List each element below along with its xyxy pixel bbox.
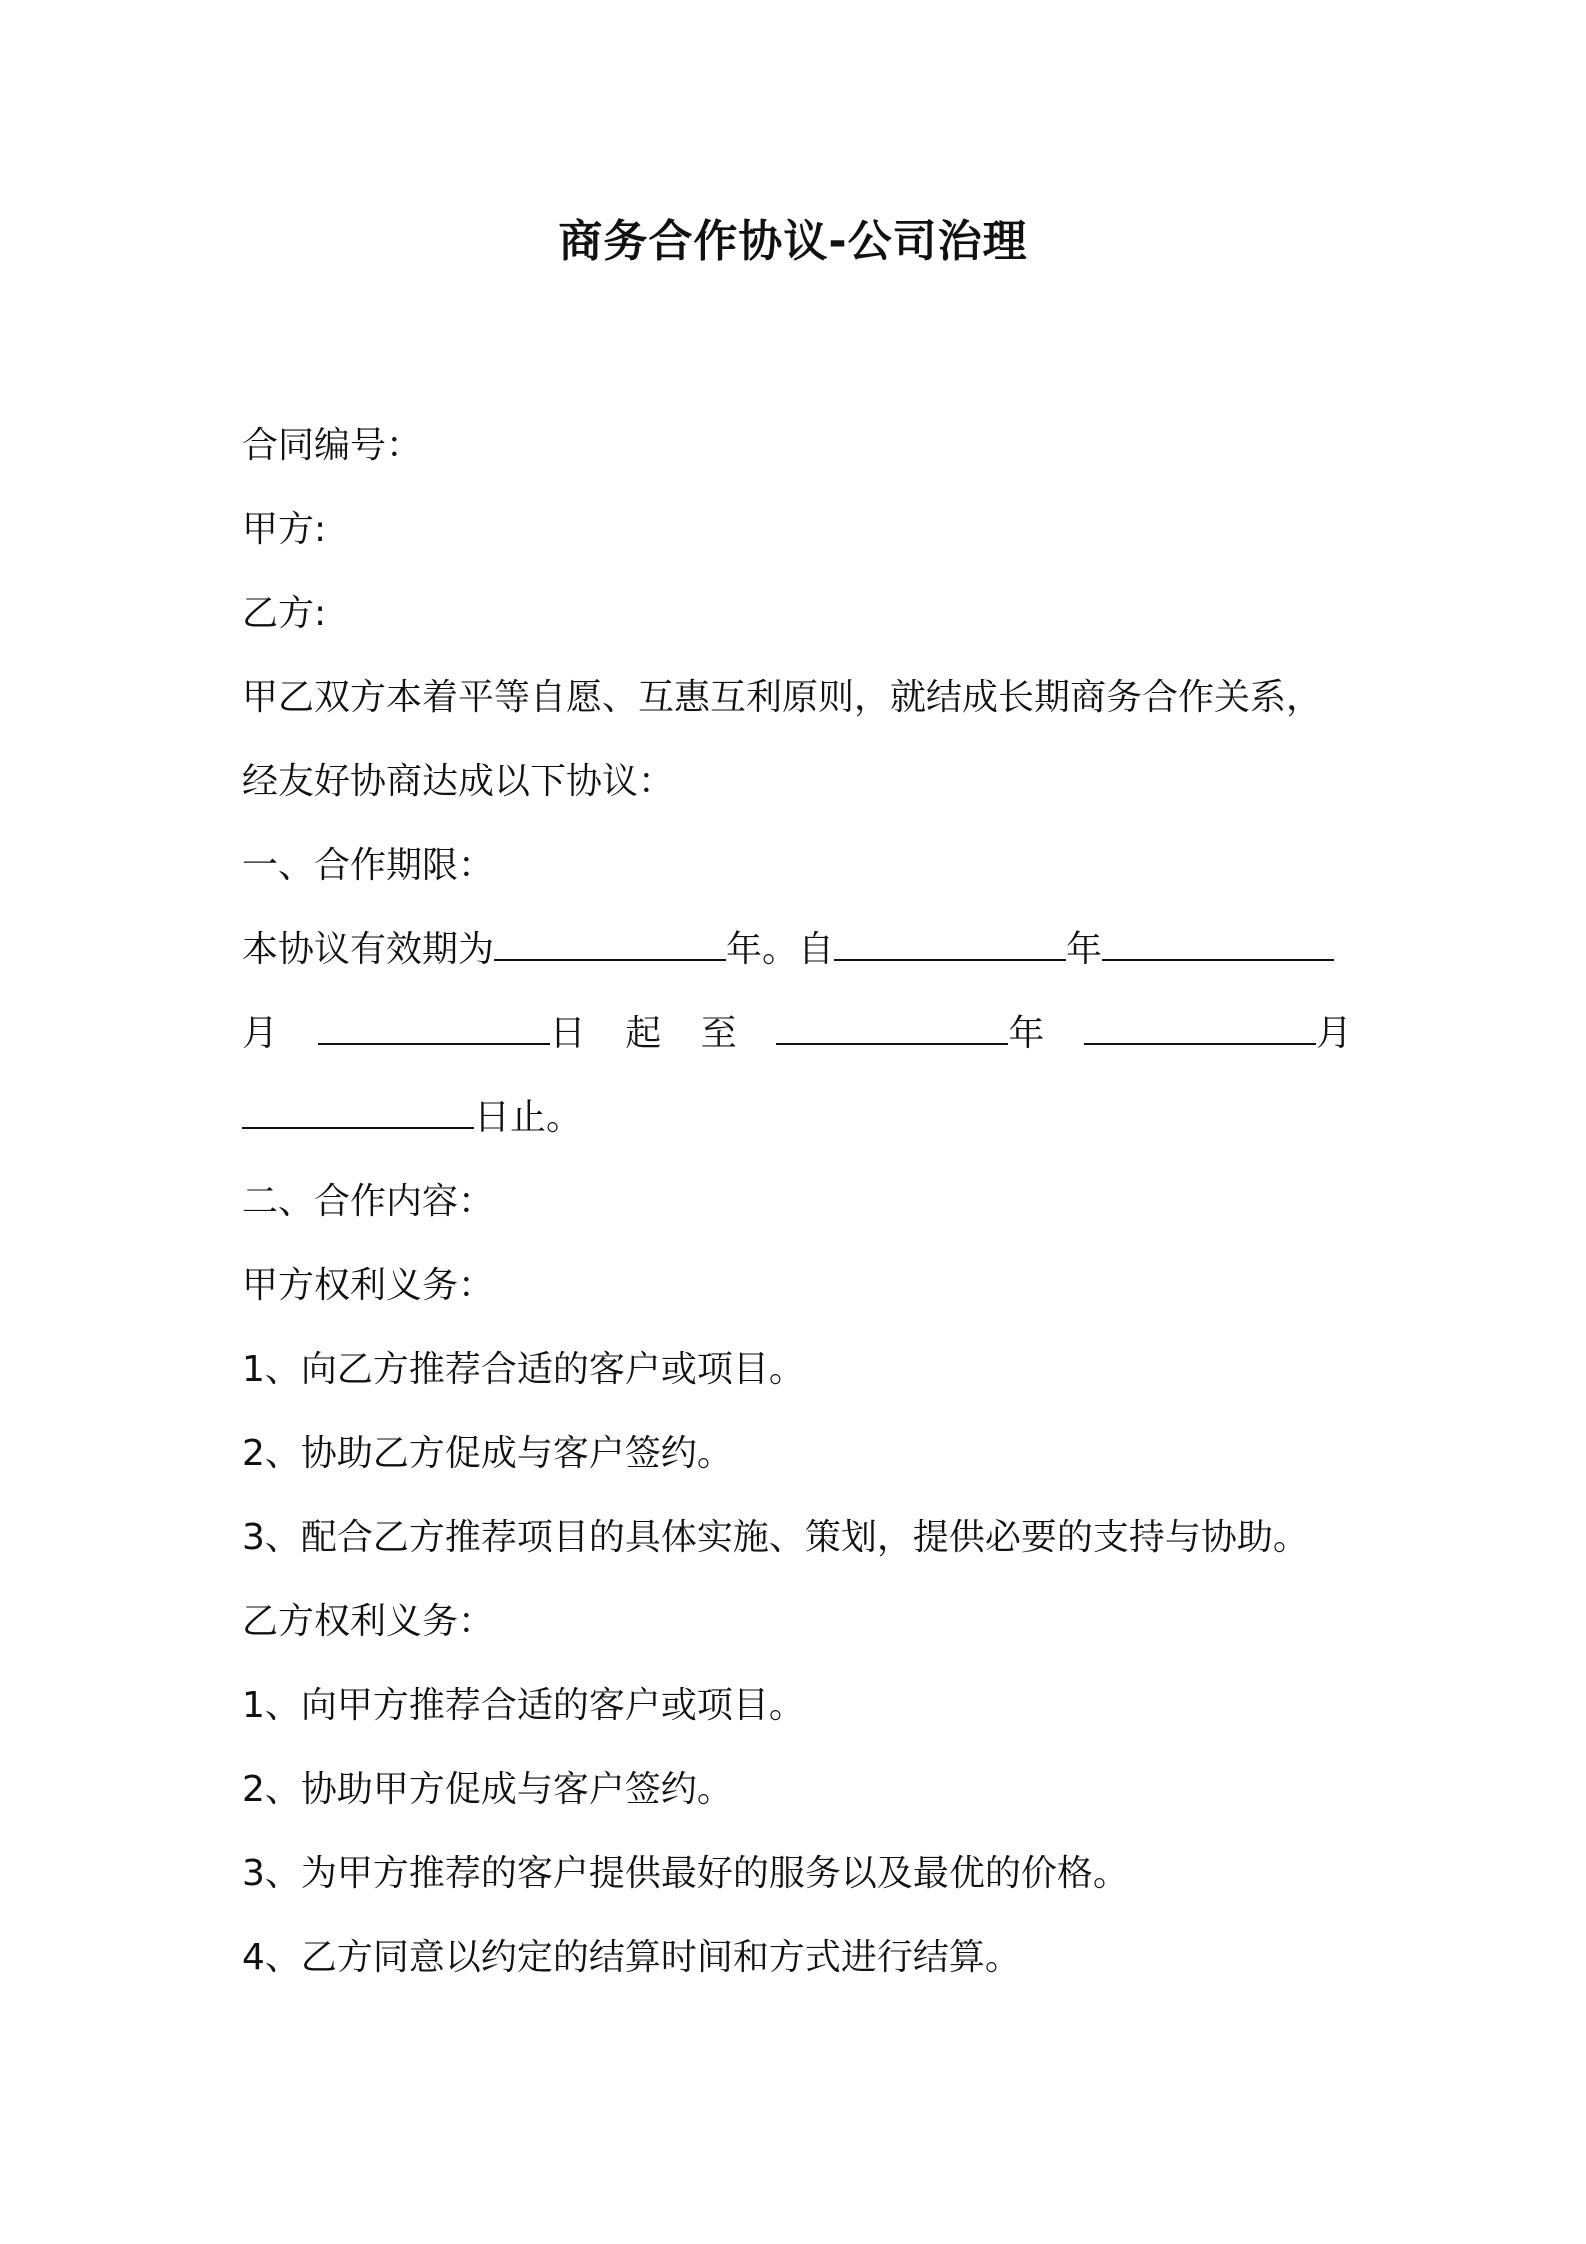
- party-b-duties-heading: 乙方权利义务：: [242, 1601, 495, 1642]
- party-b-duty-1: 1、向甲方推荐合适的客户或项目。: [242, 1685, 805, 1726]
- blank-start-day: [318, 1013, 550, 1045]
- document-title: 商务合作协议-公司治理: [558, 216, 1028, 267]
- party-a-duty-3: 3、配合乙方推荐项目的具体实施、策划，提供必要的支持与协助。: [242, 1517, 1309, 1558]
- party-a-label: 甲方:: [242, 509, 327, 550]
- term-start-day-group: [318, 992, 586, 1076]
- term-day-char: 日: [549, 1013, 586, 1054]
- party-a-duty-1: 1、向乙方推荐合适的客户或项目。: [242, 1349, 805, 1390]
- term-qi: 起: [625, 1013, 662, 1054]
- document-body: [242, 404, 1352, 2000]
- term-end-year-group: [776, 992, 1044, 1076]
- blank-end-month: [1084, 1013, 1316, 1045]
- term-end: 日止。: [474, 1097, 583, 1138]
- term-line-2: [242, 992, 1352, 1076]
- party-b-duty-4: 4、乙方同意以约定的结算时间和方式进行结算。: [242, 1937, 1021, 1978]
- party-a-duty-2: 2、协助乙方促成与客户签约。: [242, 1433, 733, 1474]
- term-end-month-group: [1084, 992, 1352, 1076]
- term-end-year-char: 年: [1008, 1013, 1045, 1054]
- term-year-unit: 年。自: [726, 929, 835, 970]
- blank-end-year: [776, 1013, 1008, 1045]
- blank-start-year: [834, 929, 1066, 961]
- intro-line-2: 经友好协商达成以下协议：: [242, 761, 675, 802]
- blank-end-day: [242, 1097, 474, 1129]
- intro-line-1: 甲乙双方本着平等自愿、互惠互利原则，就结成长期商务合作关系，: [242, 677, 1323, 718]
- party-b-duty-2: 2、协助甲方促成与客户签约。: [242, 1769, 733, 1810]
- blank-start-month: [1102, 929, 1334, 961]
- party-a-duties-heading: 甲方权利义务：: [242, 1265, 495, 1306]
- term-prefix: 本协议有效期为: [242, 929, 495, 970]
- term-month-char: 月: [242, 1013, 279, 1054]
- contract-number-label: 合同编号：: [242, 425, 423, 466]
- party-b-duty-3: 3、为甲方推荐的客户提供最好的服务以及最优的价格。: [242, 1853, 1129, 1894]
- term-zhi: 至: [700, 1013, 737, 1054]
- blank-years: [494, 929, 726, 961]
- term-year-char: 年: [1066, 929, 1103, 970]
- party-b-label: 乙方:: [242, 593, 327, 634]
- section-2-heading: 二、合作内容：: [242, 1181, 495, 1222]
- term-line-3: [242, 1076, 1352, 1160]
- term-end-month-char: 月: [1315, 1013, 1352, 1054]
- section-1-heading: 一、合作期限：: [242, 845, 495, 886]
- term-line-1: [242, 908, 1352, 992]
